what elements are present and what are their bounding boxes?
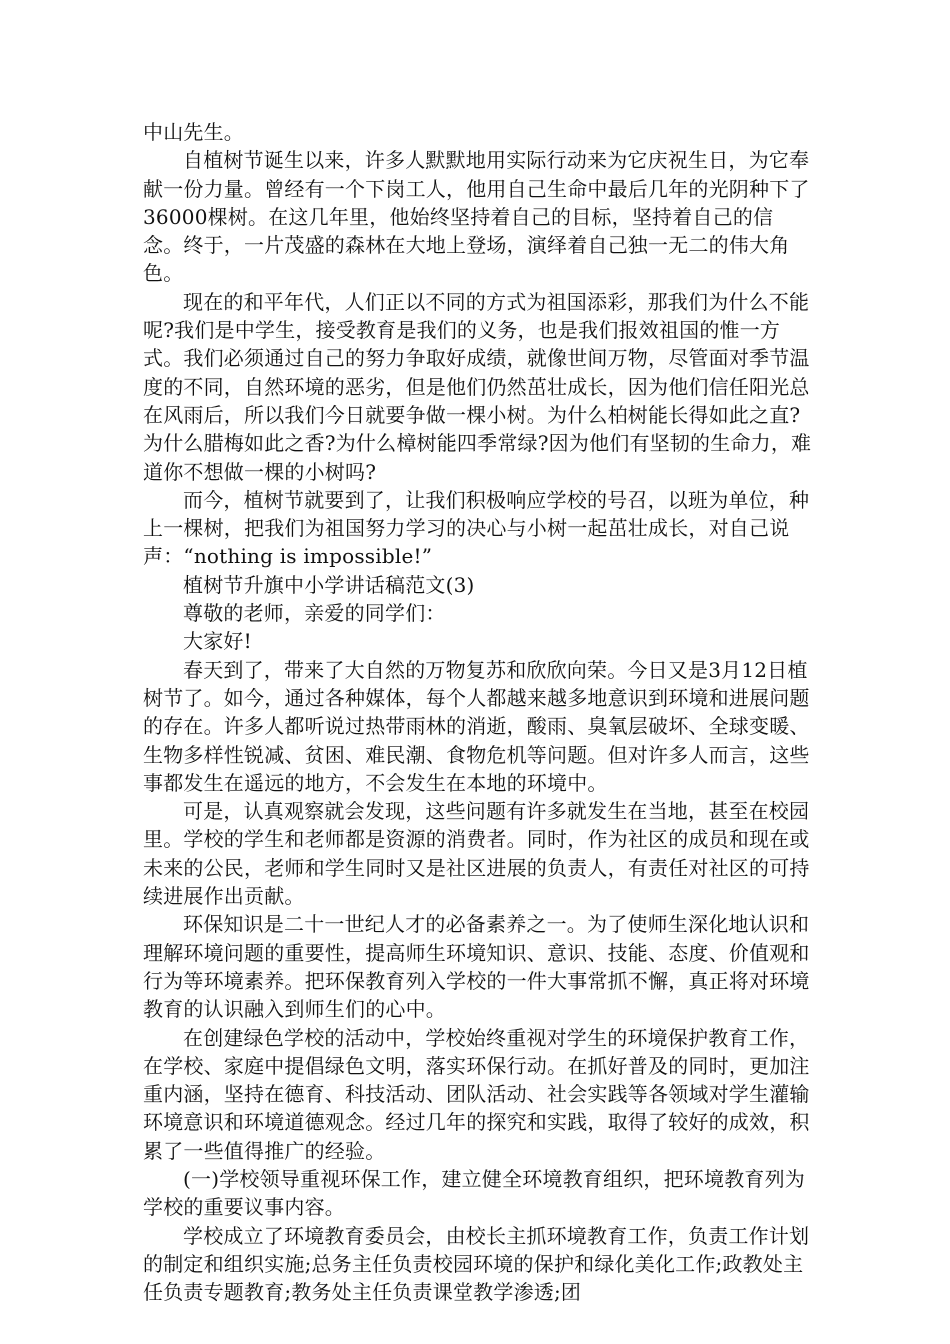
paragraph-continuation: 中山先生。: [143, 120, 244, 144]
paragraph: 环保知识是二十一世纪人才的必备素养之一。为了使师生深化地认识和理解环境问题的重要性，提高师生环境知识、意识、技能、态度、价值观和行为等环境素养。把环保教育列入学校的一件大事常抓不懈，真正将对环境教育的认识融入到师生们的心中。: [143, 912, 810, 1022]
paragraph: 可是，认真观察就会发现，这些问题有许多就发生在当地，甚至在校园里。学校的学生和老师都是资源的消费者。同时，作为社区的成员和现在或未来的公民，老师和学生同时又是社区进展的负责人，有责任对社区的可持续进展作出贡献。: [143, 799, 810, 909]
greeting: 大家好!: [183, 629, 252, 654]
paragraph: 现在的和平年代，人们正以不同的方式为祖国添彩，那我们为什么不能呢?我们是中学生，接受教育是我们的义务，也是我们报效祖国的惟一方式。我们必须通过自己的努力争取好成绩，就像世间万物，尽管面对季节温度的不同，自然环境的恶劣，但是他们仍然茁壮成长，因为他们信任阳光总在风雨后，所以我们今日就要争做一棵小树。为什么柏树能长得如此之直?为什么腊梅如此之香?为什么樟树能四季常绿?因为他们有坚韧的生命力，难道你不想做一棵的小树吗?: [143, 289, 812, 484]
section-title: 植树节升旗中小学讲话稿范文(3): [183, 572, 475, 597]
paragraph: 在创建绿色学校的活动中，学校始终重视对学生的环境保护教育工作，在学校、家庭中提倡绿色文明，落实环保行动。在抓好普及的同时，更加注重内涵，坚持在德育、科技活动、团队活动、社会实践等各领域对学生灌输环境意识和环境道德观念。经过几年的探究和实践，取得了较好的成效，积累了一些值得推广的经验。: [143, 1025, 810, 1163]
subheading: (一)学校领导重视环保工作，建立健全环境教育组织，把环境教育列为学校的重要议事内容。: [143, 1166, 806, 1220]
salutation: 尊敬的老师，亲爱的同学们：: [183, 601, 446, 626]
paragraph: 而今，植树节就要到了，让我们积极响应学校的号召，以班为单位，种上一棵树，把我们为祖国努力学习的决心与小树一起茁壮成长，对自己说声：“nothing is impossible!”: [143, 487, 810, 569]
paragraph: 学校成立了环境教育委员会，由校长主抓环境教育工作，负责工作计划的制定和组织实施;总务主任负责校园环境的保护和绿化美化工作;政教处主任负责专题教育;教务处主任负责课堂教学渗透;团: [143, 1223, 810, 1305]
document-body: [143, 118, 813, 1306]
paragraph: 自植树节诞生以来，许多人默默地用实际行动来为它庆祝生日，为它奉献一份力量。曾经有一个下岗工人，他用自己生命中最后几年的光阴种下了36000棵树。在这几年里，他始终坚持着自己的目标，坚持着自己的信念。终于，一片茂盛的森林在大地上登场，演绎着自己独一无二的伟大角色。: [143, 148, 810, 286]
paragraph: 春天到了，带来了大自然的万物复苏和欣欣向荣。今日又是3月12日植树节了。如今，通过各种媒体，每个人都越来越多地意识到环境和进展问题的存在。许多人都听说过热带雨林的消逝，酸雨、臭氧层破坏、全球变暖、生物多样性锐减、贫困、难民潮、食物危机等问题。但对许多人而言，这些事都发生在遥远的地方，不会发生在本地的环境中。: [143, 657, 810, 795]
